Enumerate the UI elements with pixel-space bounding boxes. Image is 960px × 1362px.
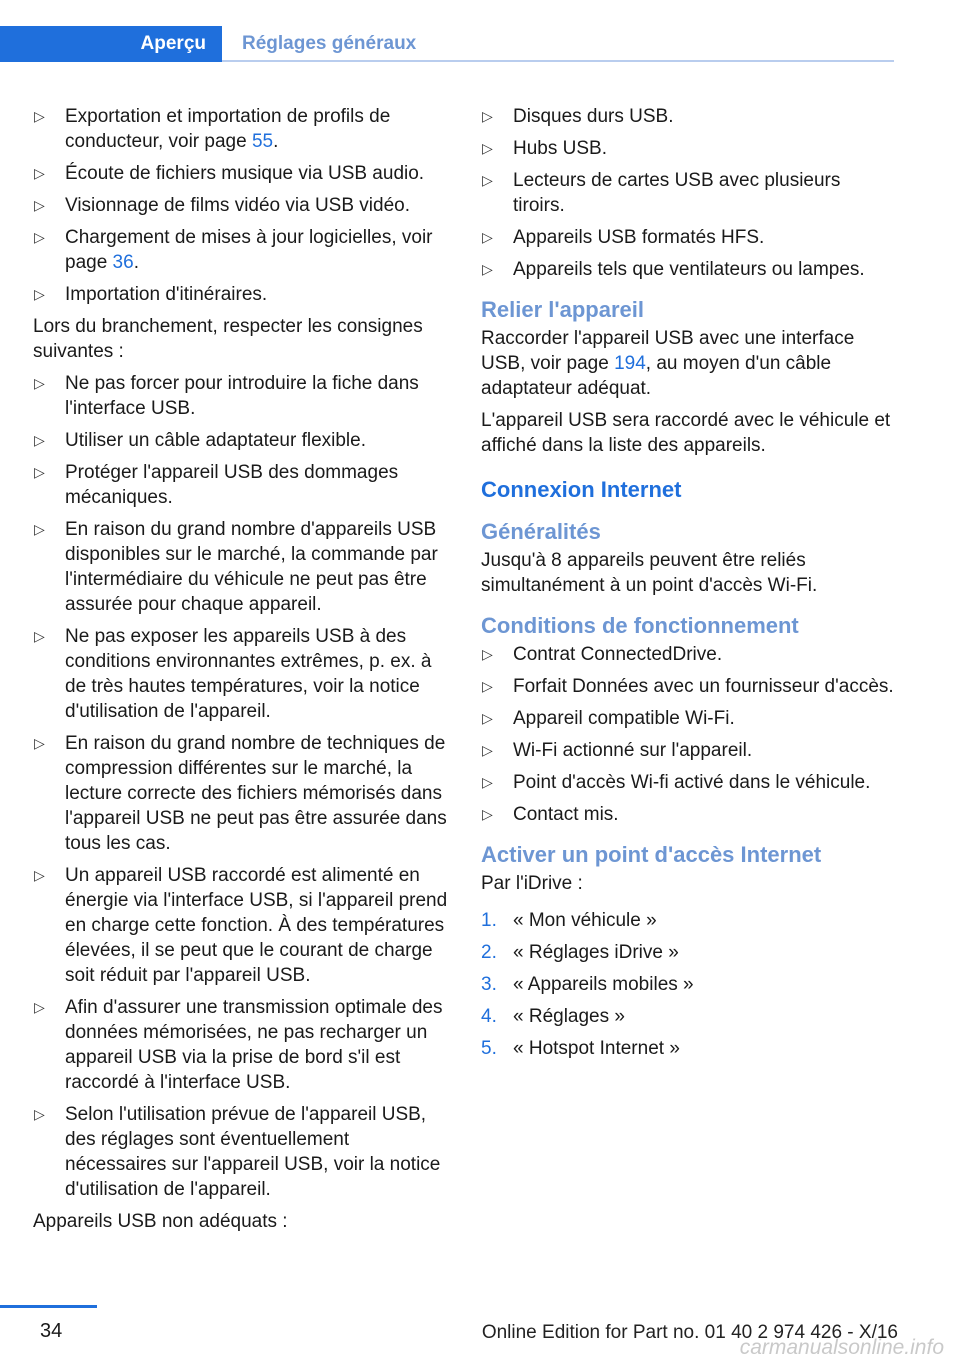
paragraph: L'appareil USB sera raccordé avec le véhicule et affiché dans la liste des appareils. <box>481 410 891 456</box>
triangle-bullet-icon: ▷ <box>34 165 45 181</box>
triangle-bullet-icon: ▷ <box>34 999 45 1015</box>
triangle-bullet-icon: ▷ <box>482 774 493 790</box>
paragraph: Par l'iDrive : <box>481 873 583 894</box>
triangle-bullet-icon: ▷ <box>482 646 493 662</box>
page-header <box>0 0 960 62</box>
steps-list <box>481 908 896 1061</box>
step-number: 4. <box>481 1006 497 1027</box>
list-item: ▷ Selon l'utilisation prévue de l'appareil USB, des réglages sont éventuellement nécessaires sur l'appareil USB, voir la notice d'utilisation de l'appareil. <box>34 1104 441 1200</box>
header-divider <box>222 60 894 62</box>
list-item: ▷ Disques durs USB. <box>482 106 674 127</box>
edition-text: Online Edition for Part no. 01 40 2 974 426 - X/16 <box>481 1322 898 1343</box>
right-column <box>481 104 896 1068</box>
watermark: carmanualsonline.info <box>739 1336 944 1359</box>
list-item: ▷ Lecteurs de cartes USB avec plusieurs tiroirs. <box>482 170 841 216</box>
list-item: ▷ Ne pas exposer les appareils USB à des conditions environnantes extrêmes, p. ex. à de très hautes températures, voir la notice d'utilisation de l'appareil. <box>34 626 432 722</box>
triangle-bullet-icon: ▷ <box>34 1106 45 1122</box>
heading-conditions: Conditions de fonctionnement <box>481 613 799 638</box>
triangle-bullet-icon: ▷ <box>34 432 45 448</box>
list-item: 2. « Réglages iDrive » <box>481 942 679 963</box>
page-link-36[interactable]: 36 <box>112 252 134 273</box>
list-item: ▷ Forfait Données avec un fournisseur d'accès. <box>482 676 894 697</box>
page-link-194[interactable]: 194 <box>614 353 646 374</box>
triangle-bullet-icon: ▷ <box>34 521 45 537</box>
heading-generalites: Généralités <box>481 519 601 544</box>
triangle-bullet-icon: ▷ <box>482 108 493 124</box>
page-number: 34 <box>40 1320 63 1342</box>
conditions-list <box>481 642 896 827</box>
step-number: 3. <box>481 974 497 995</box>
step-number: 1. <box>481 910 497 931</box>
usb-instructions-list <box>33 371 451 1202</box>
heading-relier-appareil: Relier l'appareil <box>481 297 644 322</box>
paragraph: Jusqu'à 8 appareils peuvent être reliés simultanément à un point d'accès Wi-Fi. <box>481 550 818 596</box>
list-item: ▷ Chargement de mises à jour logicielles, voir page 36. <box>34 227 433 273</box>
list-item: ▷ Écoute de fichiers musique via USB audio. <box>34 163 425 184</box>
triangle-bullet-icon: ▷ <box>34 286 45 302</box>
list-item: ▷ Appareils tels que ventilateurs ou lampes. <box>482 259 865 280</box>
list-item: ▷ Appareils USB formatés HFS. <box>482 227 765 248</box>
list-item: ▷ Contrat ConnectedDrive. <box>482 644 723 665</box>
list-item: ▷ Importation d'itinéraires. <box>34 284 268 305</box>
left-column <box>33 104 451 1241</box>
triangle-bullet-icon: ▷ <box>482 172 493 188</box>
step-number: 5. <box>481 1038 497 1059</box>
list-item: ▷ Point d'accès Wi-fi activé dans le véhicule. <box>482 772 871 793</box>
list-item: ▷ Utiliser un câble adaptateur flexible. <box>34 430 367 451</box>
triangle-bullet-icon: ▷ <box>34 108 45 124</box>
list-item: ▷ Ne pas forcer pour introduire la fiche dans l'interface USB. <box>34 373 419 419</box>
triangle-bullet-icon: ▷ <box>34 628 45 644</box>
list-item: 1. « Mon véhicule » <box>481 910 657 931</box>
list-item: ▷ Protéger l'appareil USB des dommages mécaniques. <box>34 462 399 508</box>
list-item: ▷ En raison du grand nombre d'appareils USB disponibles sur le marché, la commande par l'intermédiaire du véhicule ne peut pas être assurée pour chaque appareil. <box>34 519 438 615</box>
list-item: ▷ En raison du grand nombre de techniques de compression différentes sur le marché, la lecture correcte des fichiers mémorisés dans l'appareil USB ne peut pas être assurée dans tous les cas. <box>34 733 447 854</box>
usb-functions-list <box>33 104 451 307</box>
tab-reglages-generaux[interactable]: Réglages généraux <box>242 33 417 54</box>
paragraph: Lors du branchement, respecter les consignes suivantes : <box>33 316 423 362</box>
triangle-bullet-icon: ▷ <box>34 229 45 245</box>
paragraph: Appareils USB non adéquats : <box>33 1211 288 1232</box>
list-item: ▷ Contact mis. <box>482 804 619 825</box>
triangle-bullet-icon: ▷ <box>34 735 45 751</box>
triangle-bullet-icon: ▷ <box>482 229 493 245</box>
list-item: ▷ Exportation et importation de profils de conducteur, voir page 55. <box>34 106 391 152</box>
step-number: 2. <box>481 942 497 963</box>
list-item: ▷ Afin d'assurer une transmission optimale des données mémorisées, ne pas recharger un appareil USB via la prise de bord s'il est raccordé à l'interface USB. <box>34 997 443 1093</box>
triangle-bullet-icon: ▷ <box>482 140 493 156</box>
list-item: ▷ Appareil compatible Wi-Fi. <box>482 708 735 729</box>
triangle-bullet-icon: ▷ <box>34 464 45 480</box>
triangle-bullet-icon: ▷ <box>482 806 493 822</box>
list-item: 5. « Hotspot Internet » <box>481 1038 680 1059</box>
heading-connexion-internet: Connexion Internet <box>481 477 682 502</box>
list-item: ▷ Un appareil USB raccordé est alimenté en énergie via l'interface USB, si l'appareil prend en charge cette fonction. À des températures élevées, il se peut que le courant de charge soit réduit par l'appareil USB. <box>34 865 448 986</box>
triangle-bullet-icon: ▷ <box>34 867 45 883</box>
list-item: ▷ Hubs USB. <box>482 138 607 159</box>
triangle-bullet-icon: ▷ <box>482 261 493 277</box>
heading-activer-hotspot: Activer un point d'accès Internet <box>481 842 822 867</box>
footer-divider <box>0 1305 97 1308</box>
paragraph: Raccorder l'appareil USB avec une interface USB, voir page 194, au moyen d'un câble adaptateur adéquat. <box>481 328 855 399</box>
list-item: ▷ Visionnage de films vidéo via USB vidéo. <box>34 195 411 216</box>
triangle-bullet-icon: ▷ <box>482 678 493 694</box>
page-link-55[interactable]: 55 <box>251 131 274 152</box>
triangle-bullet-icon: ▷ <box>34 197 45 213</box>
triangle-bullet-icon: ▷ <box>482 710 493 726</box>
unsuitable-devices-list <box>481 104 896 282</box>
tab-apercu[interactable]: Aperçu <box>0 26 222 62</box>
triangle-bullet-icon: ▷ <box>482 742 493 758</box>
list-item: 4. « Réglages » <box>481 1006 625 1027</box>
triangle-bullet-icon: ▷ <box>34 375 45 391</box>
list-item: ▷ Wi-Fi actionné sur l'appareil. <box>482 740 753 761</box>
list-item: 3. « Appareils mobiles » <box>481 974 694 995</box>
